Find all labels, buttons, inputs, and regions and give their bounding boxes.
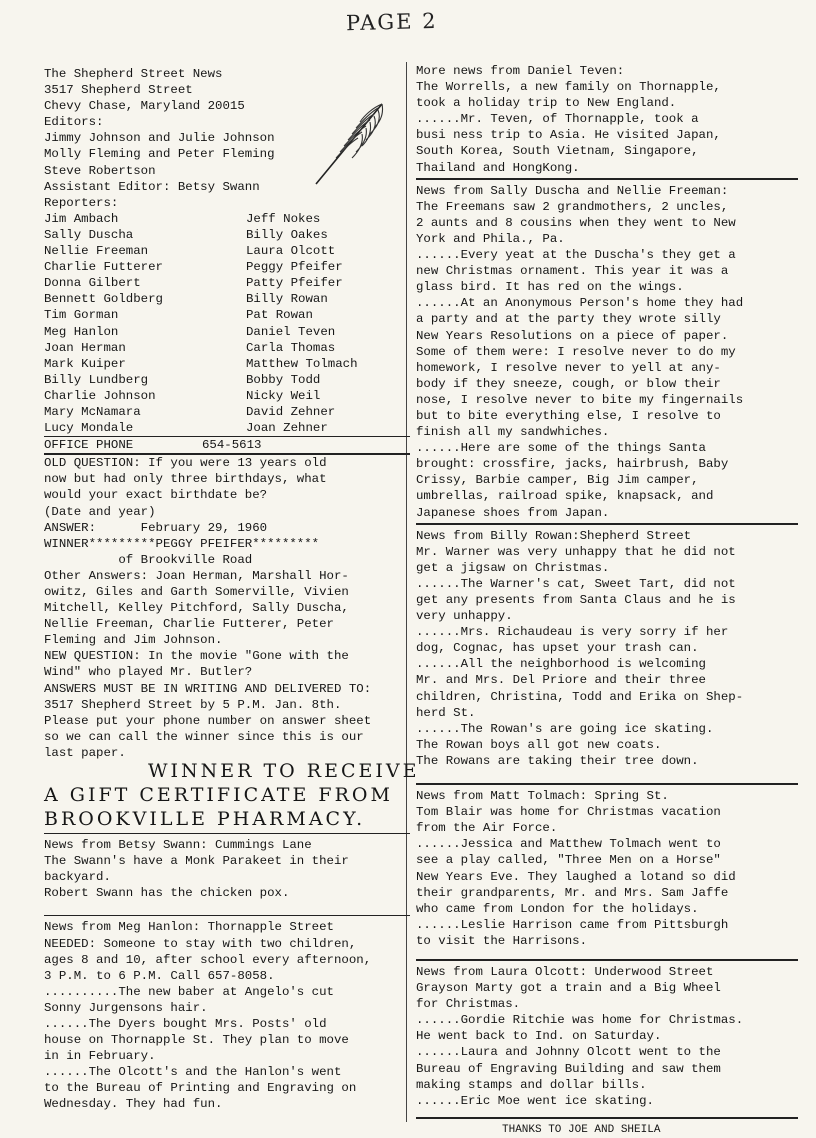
section-line: umbrellas, railroad spike, knapsack, and [416,489,714,504]
contest-line: Mitchell, Kelley Pitchford, Sally Duscha, [44,601,349,616]
section-heading: More news from Daniel Teven: [416,64,625,78]
news-section-meg-hanlon [44,919,410,1112]
contest-line: now but had only three birthdays, what [44,472,327,487]
reporter-name: Lucy Mondale [44,421,134,436]
reporter-name: Mary McNamara [44,404,141,419]
reporter-name: Joan Zehner [246,421,328,436]
section-line: Crissy, Barbie camper, Big Jim camper, [416,473,699,488]
section-line: ......Here are some of the things Santa [416,441,706,456]
section-line: dog, Cognac, has upset your trash can. [416,641,699,656]
section-line: York and Phila., Pa. [416,231,565,246]
section-line: ......At an Anonymous Person's home they had [416,296,744,311]
section-line: children, Christina, Todd and Erika on Shep- [416,689,744,704]
section-line: from the Air Force. [416,821,558,836]
reporter-name: Jim Ambach [44,211,119,226]
reporter-name: Laura Olcott [246,244,336,259]
divider [416,959,798,961]
section-line: The Freemans saw 2 grandmothers, 2 uncles, [416,199,729,214]
section-line: Wednesday. They had fun. [44,1097,223,1112]
news-section-matt-tolmach [416,788,798,949]
section-line: a party and at the party they wrote silly [416,312,721,327]
section-line: backyard. [44,870,111,885]
section-line: The Rowan boys all got new coats. [416,737,662,752]
reporter-name: Pat Rowan [246,308,313,323]
contest-line: 3517 Shepherd Street by 5 P.M. Jan. 8th. [44,697,342,712]
reporter-name: Meg Hanlon [44,324,119,339]
section-heading: News from Meg Hanlon: Thornapple Street [44,920,334,935]
section-line: Grayson Marty got a train and a Big Wheel [416,981,721,996]
reporters-right-column [246,211,406,436]
section-line: ......The Olcott's and the Hanlon's went [44,1065,342,1080]
section-heading: News from Betsy Swann: Cummings Lane [44,838,312,853]
handwritten-line: WINNER TO RECEIVE [148,760,420,783]
divider [44,915,410,916]
section-line: busi ness trip to Asia. He visited Japan, [416,128,721,143]
reporter-name: Billy Oakes [246,227,328,242]
section-line: get a jigsaw on Christmas. [416,560,610,575]
masthead-line: 3517 Shepherd Street [44,83,193,98]
section-line: very unhappy. [416,609,513,624]
section-line: herd St. [416,705,476,720]
section-heading: News from Sally Duscha and Nellie Freeman: [416,183,729,198]
masthead-line: Jimmy Johnson and Julie Johnson [44,131,275,146]
handwritten-note [44,759,420,831]
section-line: to visit the Harrisons. [416,933,588,948]
section-line: body if they sneeze, cough, or blow their [416,376,721,391]
reporter-name: Matthew Tolmach [246,356,358,371]
section-line: new Christmas ornament. This year it was a [416,264,729,279]
masthead-line: Chevy Chase, Maryland 20015 [44,99,245,114]
contest-line: Other Answers: Joan Herman, Marshall Hor- [44,568,349,583]
reporter-name: Daniel Teven [246,324,336,339]
office-phone-label: OFFICE PHONE [44,438,134,453]
section-line: ......Eric Moe went ice skating. [416,1093,654,1108]
right-column [416,63,798,1138]
section-line: in in February. [44,1049,156,1064]
section-line: Mr. Warner was very unhappy that he did not [416,544,736,559]
news-section-billy-rowan [416,528,798,769]
reporter-name: Mark Kuiper [44,356,126,371]
contest-line: ANSWERS MUST BE IN WRITING AND DELIVERED TO: [44,681,372,696]
section-line: ......Gordie Ritchie was home for Christmas. [416,1013,744,1028]
section-line: Mr. and Mrs. Del Priore and their three [416,673,706,688]
section-line: but to bite everything else, I resolve to [416,408,721,423]
section-line: He went back to Ind. on Saturday. [416,1029,662,1044]
section-line: New Years Eve. They laughed a lotand so did [416,869,736,884]
news-section-daniel-teven [416,63,798,176]
reporter-name: Charlie Johnson [44,388,156,403]
section-line: The Swann's have a Monk Parakeet in their [44,854,349,869]
section-line: took a holiday trip to New England. [416,96,677,111]
handwritten-line: BROOKVILLE PHARMACY. [44,808,366,831]
contest-line: Wind" who played Mr. Butler? [44,665,253,680]
reporters-list [44,211,410,436]
section-line: to the Bureau of Printing and Engraving on [44,1081,357,1096]
section-line: Bureau of Engraving Building and saw them [416,1061,721,1076]
handwritten-line: A GIFT CERTIFICATE FROM [44,784,393,807]
footer-thanks: THANKS TO JOE AND SHEILA [502,1123,661,1136]
section-line: ......The Warner's cat, Sweet Tart, did not [416,576,736,591]
reporter-name: Carla Thomas [246,340,336,355]
section-line: The Rowans are taking their tree down. [416,753,699,768]
divider [416,783,798,785]
reporter-name: Patty Pfeifer [246,276,343,291]
section-line: their grandparents, Mr. and Mrs. Sam Jaffe [416,885,729,900]
section-line: Sonny Jurgensons hair. [44,1000,208,1015]
reporter-name: Nellie Freeman [44,244,149,259]
section-line: New Years Resolutions on a piece of paper. [416,328,729,343]
reporter-name: Bennett Goldberg [44,292,163,307]
contest-line: Nellie Freeman, Charlie Futterer, Peter [44,617,334,632]
contest-line: so we can call the winner since this is our [44,729,364,744]
contest-line: Fleming and Jim Johnson. [44,633,223,648]
section-line: ......All the neighborhood is welcoming [416,657,706,672]
contest-line: WINNER*********PEGGY PFEIFER********* [44,536,320,551]
section-line: Robert Swann has the chicken pox. [44,886,290,901]
contest-line: would your exact birthdate be? [44,488,268,503]
section-line: ..........The new baber at Angelo's cut [44,984,334,999]
section-line: 2 aunts and 8 cousins when they went to New [416,215,736,230]
news-section-laura-olcott [416,964,798,1109]
section-line: Japanese shoes from Japan. [416,505,610,520]
contest-section [44,455,410,761]
left-column [44,66,420,1113]
section-heading: News from Laura Olcott: Underwood Street [416,964,714,979]
section-line: for Christmas. [416,997,521,1012]
section-line: who came from London for the holidays. [416,901,699,916]
section-line: Tom Blair was home for Christmas vacation [416,805,721,820]
news-section-duscha-freeman [416,183,798,521]
divider [416,523,798,525]
masthead-line: Molly Fleming and Peter Fleming [44,147,275,162]
section-line: house on Thornapple St. They plan to move [44,1033,349,1048]
section-line: making stamps and dollar bills. [416,1077,647,1092]
section-line: get any presents from Santa Claus and he is [416,593,736,607]
reporter-name: Peggy Pfeifer [246,260,343,275]
section-line: South Korea, South Vietnam, Singapore, [416,144,699,159]
section-line: ......The Dyers bought Mrs. Posts' old [44,1016,327,1031]
section-line: Some of them were: I resolve never to do my [416,344,736,359]
section-line: ......Jessica and Matthew Tolmach went to [416,837,721,852]
section-line: see a play called, "Three Men on a Horse" [416,853,721,868]
masthead-line: Steve Robertson [44,163,156,178]
section-line: Thailand and HongKong. [416,160,580,175]
section-line: ......The Rowan's are going ice skating. [416,721,714,736]
contest-line: ANSWER: February 29, 1960 [44,520,268,535]
reporter-name: Sally Duscha [44,227,134,242]
section-line: The Worrells, a new family on Thornapple, [416,80,721,95]
section-line: ......Every yeat at the Duscha's they get a [416,248,736,263]
section-line: glass bird. It has red on the wings. [416,280,684,295]
section-line: finish all my sandwhiches. [416,425,610,440]
masthead-line: Editors: [44,115,104,130]
reporter-name: Charlie Futterer [44,260,163,275]
reporter-name: Jeff Nokes [246,211,321,226]
reporter-name: Tim Gorman [44,308,119,323]
reporter-name: Nicky Weil [246,388,321,403]
divider [416,178,798,180]
section-line: homework, I resolve never to yell at any- [416,360,721,375]
news-section-betsy-swann [44,837,410,901]
reporter-name: Bobby Todd [246,372,321,387]
contest-line: of Brookville Road [44,552,253,567]
reporters-left-column [44,211,246,436]
section-line: NEEDED: Someone to stay with two children, [44,936,357,951]
section-heading: News from Matt Tolmach: Spring St. [416,789,669,804]
divider [416,1117,798,1119]
masthead [44,66,410,211]
masthead-line: Reporters: [44,195,119,210]
reporter-name: David Zehner [246,404,336,419]
contest-line: NEW QUESTION: In the movie "Gone with the [44,649,349,664]
section-line: ......Leslie Harrison came from Pittsburgh [416,917,729,932]
contest-line: OLD QUESTION: If you were 13 years old [44,456,327,471]
office-phone [44,437,410,455]
section-line: ......Mrs. Richaudeau is very sorry if her [416,625,729,640]
section-line: ages 8 and 10, after school every afternoon, [44,952,372,967]
section-line: ......Mr. Teven, of Thornapple, took a [416,112,699,127]
section-line: nose, I resolve never to bite my fingernails [416,392,744,407]
reporter-name: Donna Gilbert [44,276,141,291]
contest-line: last paper. [44,745,126,760]
masthead-line: The Shepherd Street News [44,67,223,81]
section-line: brought: crossfire, jacks, hairbrush, Baby [416,457,729,472]
contest-line: owitz, Giles and Garth Somerville, Vivien [44,585,349,599]
office-phone-number: 654-5613 [202,438,262,453]
page-label: PAGE 2 [345,8,438,36]
contest-line: Please put your phone number on answer sheet [44,713,372,728]
section-line: ......Laura and Johnny Olcott went to the [416,1045,721,1060]
contest-line: (Date and year) [44,504,156,519]
divider [44,833,410,834]
reporter-name: Billy Lundberg [44,372,149,387]
section-heading: News from Billy Rowan:Shepherd Street [416,528,692,543]
reporter-name: Billy Rowan [246,292,328,307]
masthead-line: Assistant Editor: Betsy Swann [44,179,260,194]
section-line: 3 P.M. to 6 P.M. Call 657-8058. [44,968,275,983]
reporter-name: Joan Herman [44,340,126,355]
